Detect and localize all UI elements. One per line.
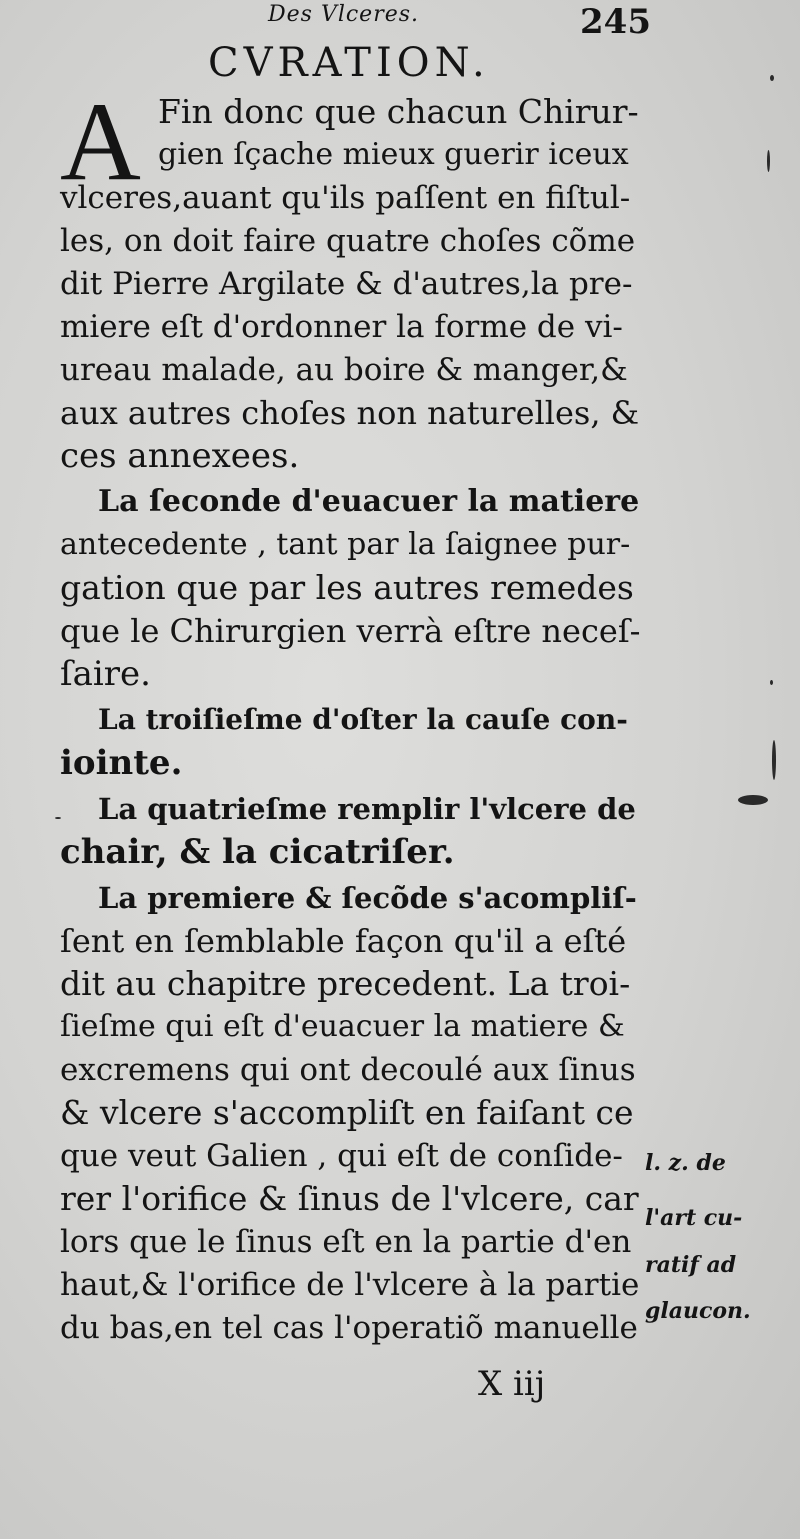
text-line: haut,& l'orifice de l'vlcere à la partie	[60, 1267, 640, 1303]
text-line: La troiſieſme d'oſter la cauſe con-	[98, 703, 628, 736]
marginal-note-line: ratif ad	[645, 1252, 737, 1278]
marginal-note-line: l'art cu-	[645, 1205, 743, 1231]
ink-speck	[55, 817, 61, 819]
text-line: que le Chirurgien verrà eſtre neceſ-	[60, 612, 641, 650]
text-line: aux autres choſes non naturelles, &	[60, 394, 640, 432]
signature-mark: X iij	[478, 1364, 546, 1404]
section-title: CVRATION.	[208, 40, 490, 86]
text-line: excremens qui ont decoulé aux ſinus	[60, 1052, 636, 1088]
text-line: La premiere & ſecõde s'acompliſ-	[98, 881, 637, 915]
text-line: les, on doit faire quatre choſes cõme	[60, 223, 636, 259]
ink-speck	[770, 680, 773, 685]
text-line: & vlcere s'accompliſt en faiſant ce	[60, 1093, 634, 1132]
ink-speck	[767, 150, 770, 172]
page-number: 245	[580, 2, 651, 42]
text-line: La quatrieſme remplir l'vlcere de	[98, 792, 636, 826]
text-line: ſent en ſemblable façon qu'il a eſté	[60, 922, 627, 960]
text-line: antecedente , tant par la ſaignee pur-	[60, 527, 631, 562]
text-line: vlceres,auant qu'ils paſſent en fiſtul-	[60, 180, 631, 216]
text-line: lors que le ſinus eſt en la partie d'en	[60, 1224, 632, 1260]
running-head: Des Vlceres.	[268, 2, 420, 27]
text-line: que veut Galien , qui eſt de conſide-	[60, 1138, 623, 1174]
ink-speck	[770, 75, 774, 81]
text-line: du bas,en tel cas l'operatiõ manuelle	[60, 1310, 638, 1346]
ink-speck	[738, 795, 768, 805]
marginal-note-line: glaucon.	[645, 1298, 751, 1324]
text-line: La ſeconde d'euacuer la matiere	[98, 484, 640, 519]
text-line: ſieſme qui eſt d'euacuer la matiere &	[60, 1009, 625, 1044]
text-line: dit Pierre Argilate & d'autres,la pre-	[60, 266, 633, 302]
text-line: rer l'orifice & ſinus de l'vlcere, car	[60, 1179, 639, 1218]
drop-cap: A	[60, 80, 141, 204]
text-line: gien ſçache mieux guerir iceux	[158, 137, 629, 172]
text-line: Fin donc que chacun Chirur-	[158, 92, 639, 131]
text-line: iointe.	[60, 743, 183, 783]
text-line: ſaire.	[60, 654, 151, 694]
text-line: ureau malade, au boire & manger,&	[60, 352, 628, 388]
text-line: gation que par les autres remedes	[60, 568, 634, 607]
text-line: ces annexees.	[60, 436, 300, 476]
marginal-note-line: l. z. de	[645, 1150, 726, 1176]
text-line: miere eſt d'ordonner la forme de vi-	[60, 309, 623, 345]
ink-speck	[772, 740, 776, 780]
text-line: chair, & la cicatriſer.	[60, 832, 455, 872]
text-line: dit au chapitre precedent. La troi-	[60, 964, 631, 1003]
